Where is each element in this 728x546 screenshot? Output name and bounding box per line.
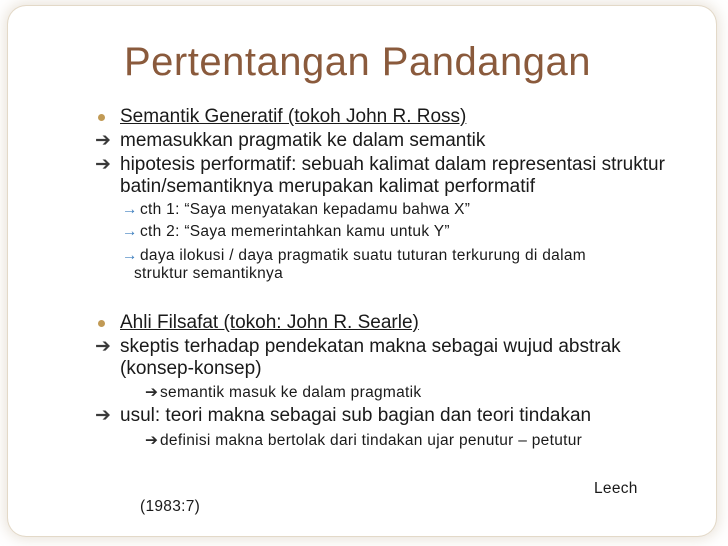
bullet-hipotesis-line2: batin/semantiknya merupakan kalimat performatif	[120, 176, 536, 197]
arrow-bullet-icon: ➔	[95, 405, 111, 426]
sub-item-definisi: definisi makna bertolak dari tindakan ujar penutur – petutur	[160, 432, 583, 449]
sub-item-cth1: cth 1: “Saya menyatakan kepadamu bahwa X”	[140, 201, 471, 218]
arrow-bullet-icon: ➔	[95, 130, 111, 151]
bullet-memasukkan: memasukkan pragmatik ke dalam semantik	[120, 130, 486, 151]
sub-item-daya-line2: struktur semantiknya	[134, 265, 283, 282]
plain-arrow-icon: ➔	[145, 432, 159, 449]
bullet-hipotesis-line1: hipotesis performatif: sebuah kalimat dalam representasi struktur	[120, 154, 665, 175]
sub-item-daya-line1: daya ilokusi / daya pragmatik suatu tuturan terkurung di dalam	[140, 247, 586, 264]
bullet-dot-icon	[98, 114, 105, 121]
citation-author: Leech	[594, 480, 638, 497]
arrow-bullet-icon: ➔	[95, 336, 111, 357]
bullet-skeptis-line2: (konsep-konsep)	[120, 358, 262, 379]
bullet-skeptis-line1: skeptis terhadap pendekatan makna sebagai wujud abstrak	[120, 336, 621, 357]
sub-item-cth2: cth 2: “Saya memerintahkan kamu untuk Y”	[140, 223, 450, 240]
citation-year: (1983:7)	[140, 498, 201, 515]
slide-frame	[8, 6, 716, 536]
plain-arrow-icon: ➔	[145, 384, 159, 401]
bullet-semantik-generatif: Semantik Generatif (tokoh John R. Ross)	[120, 106, 467, 127]
bullet-ahli-filsafat: Ahli Filsafat (tokoh: John R. Searle)	[120, 312, 419, 333]
slide-title: Pertentangan Pandangan	[124, 40, 591, 84]
sub-arrow-icon: →	[122, 223, 138, 240]
sub-arrow-icon: →	[122, 247, 138, 264]
sub-arrow-icon: →	[122, 201, 138, 218]
sub-item-semantik-masuk: semantik masuk ke dalam pragmatik	[160, 384, 422, 401]
arrow-bullet-icon: ➔	[95, 154, 111, 175]
bullet-usul: usul: teori makna sebagai sub bagian dan teori tindakan	[120, 405, 592, 426]
bullet-dot-icon	[98, 320, 105, 327]
